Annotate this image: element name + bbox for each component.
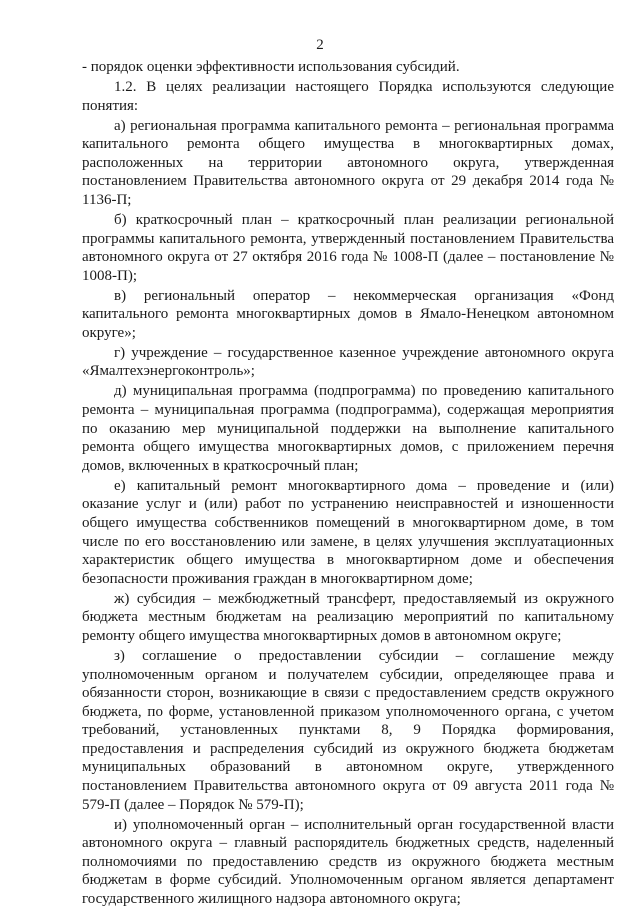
paragraph-b: б) краткосрочный план – краткосрочный план реализации региональной программы капитального ремонта, утвержденный постановлением Правительства автономного округа от 27 октября 2016 года № 1008-П (далее – постановление № 1008-П);: [82, 211, 614, 284]
paragraph-z: з) соглашение о предоставлении субсидии – соглашение между уполномоченным органом и получателем субсидии, определяющее права и обязанности сторон, возникающие в связи с предоставлением средств окружного бюджета, по форме, установленной приказом уполномоченного органа, с учетом требований, установленных пунктами 8, 9 Порядка формирования, предоставления и распределения субсидий из окружного бюджета бюджетам муниципальных образований в автономном округе, утвержденного постановлением Правительства автономного округа от 09 августа 2011 года № 579-П (далее – Порядок № 579-П);: [82, 647, 614, 813]
page-number: 2: [316, 37, 324, 53]
paragraph-e: е) капитальный ремонт многоквартирного дома – проведение и (или) оказание услуг и (или) работ по устранению неисправностей и изношенности общего имущества собственников помещений в многоквартирном доме, в том числе по его восстановлению или замене, в целях улучшения эксплуатационных характеристик общего имущества в многоквартирном доме и обеспечения безопасности проживания граждан в многоквартирном доме;: [82, 477, 614, 587]
paragraph-subsidy-efficiency: - порядок оценки эффективности использования субсидий.: [82, 59, 460, 75]
paragraph-g: г) учреждение – государственное казенное учреждение автономного округа «Ямалтехэнергоконтроль»;: [82, 344, 614, 380]
paragraph-i: и) уполномоченный орган – исполнительный орган государственной власти автономного округа – главный распорядитель бюджетных средств, наделенный полномочиями по предоставлению средств из окружного бюджета местным бюджетам в форме субсидий. Уполномоченным органом является департамент государственного жилищного надзора автономного округа;: [82, 816, 614, 908]
document-body: [82, 58, 614, 909]
paragraph-v: в) региональный оператор – некоммерческая организация «Фонд капитального ремонта многоквартирных домов в Ямало-Ненецком автономном округе»;: [82, 287, 614, 341]
paragraph-zh: ж) субсидия – межбюджетный трансферт, предоставляемый из окружного бюджета местным бюджетам на реализацию мероприятий по капитальному ремонту общего имущества многоквартирных домов в автономном округе;: [82, 590, 614, 644]
paragraph-1-2: 1.2. В целях реализации настоящего Порядка используются следующие понятия:: [82, 78, 614, 114]
paragraph-d: д) муниципальная программа (подпрограмма) по проведению капитального ремонта – муниципальная программа (подпрограмма), содержащая мероприятия по оказанию мер муниципальной поддержки на выполнение капитального ремонта общего имущества многоквартирных домов, с приложением перечня домов, включенных в краткосрочный план;: [82, 383, 614, 474]
paragraph-a: а) региональная программа капитального ремонта – региональная программа капитального ремонта общего имущества в многоквартирных домах, расположенных на территории автономного округа, утвержденная постановлением Правительства автономного округа от 29 декабря 2014 года № 1136-П;: [82, 117, 614, 208]
